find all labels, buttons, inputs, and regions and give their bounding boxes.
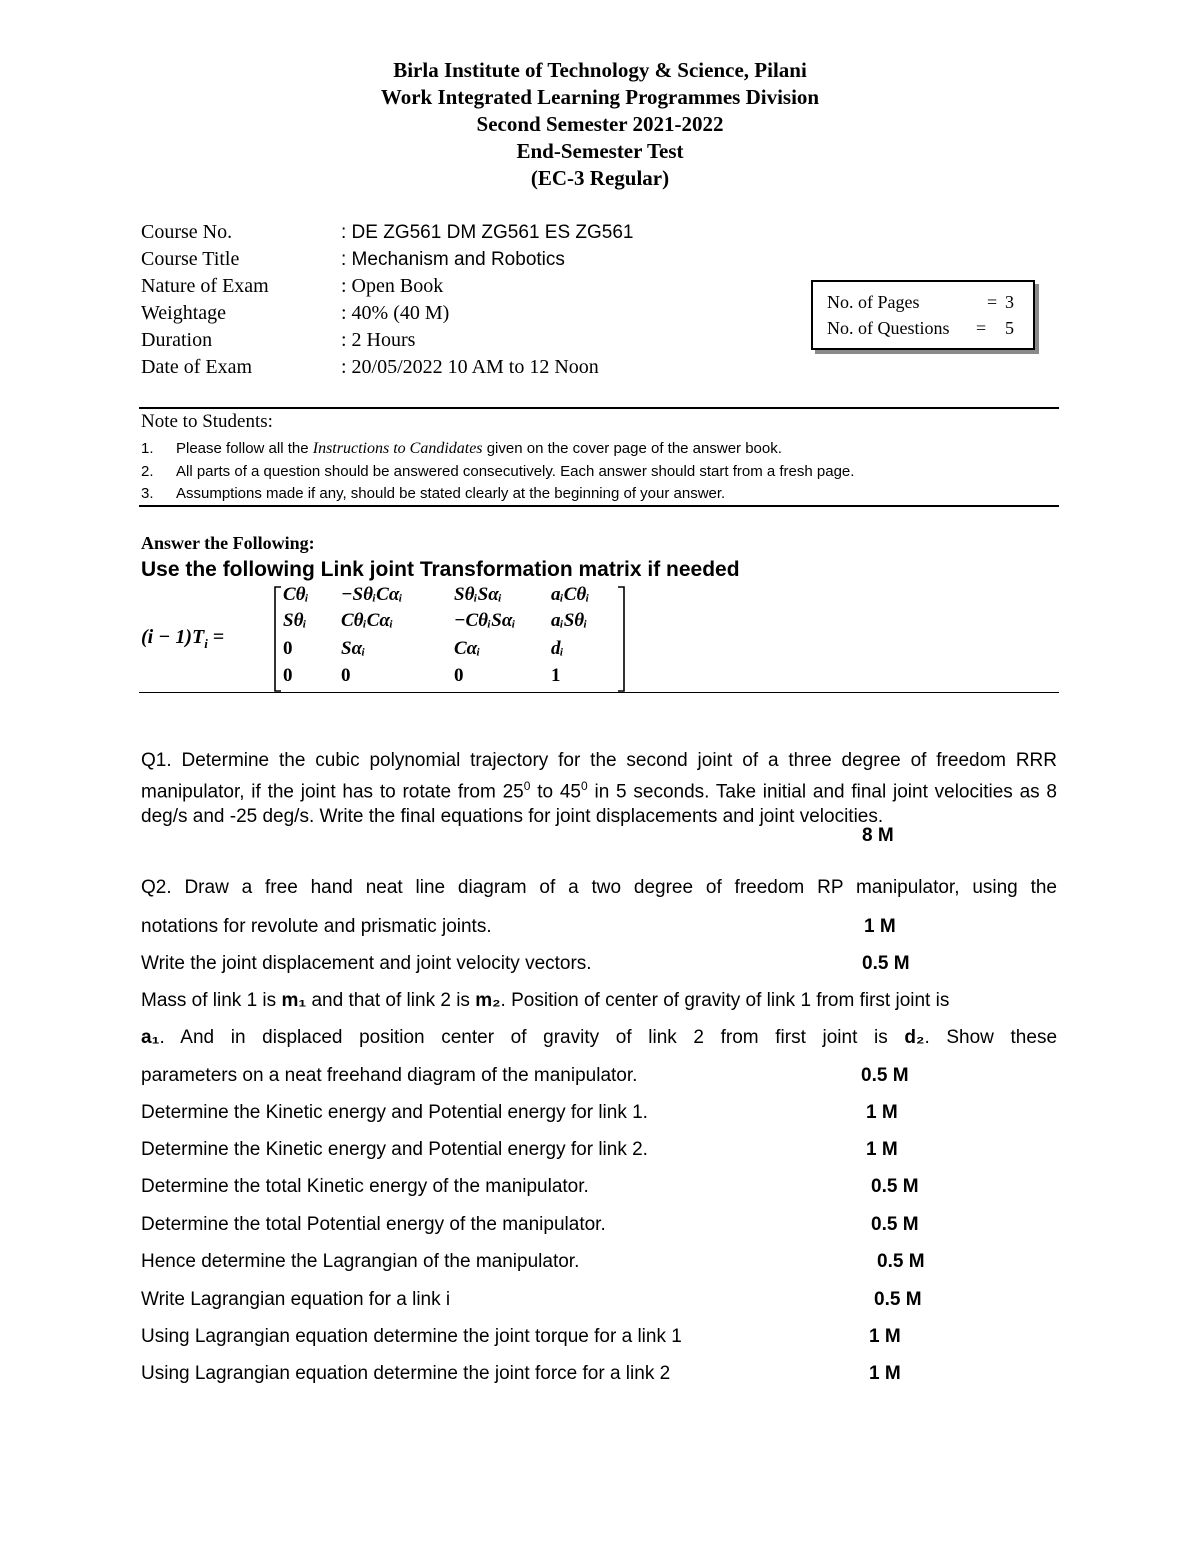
answer-heading: Answer the Following:	[141, 533, 315, 553]
matrix-cell: 0	[454, 665, 464, 686]
q2-mark-6: 0.5 M	[861, 1065, 909, 1086]
q2-line-1: Q2. Draw a free hand neat line diagram of a two degree of freedom RP manipulator, using the	[141, 877, 1057, 898]
matrix-cell: Sθᵢ	[283, 610, 307, 631]
q2-mark-7: 1 M	[866, 1102, 898, 1123]
date-label: Date of Exam	[141, 356, 253, 378]
course-title-label: Course Title	[141, 248, 240, 270]
division-name: Work Integrated Learning Programmes Division	[380, 85, 820, 109]
duration-value: : 2 Hours	[341, 329, 416, 351]
matrix-cell: 0	[283, 638, 293, 659]
matrix-heading: Use the following Link joint Transformation matrix if needed	[141, 558, 740, 581]
q2-line-2: notations for revolute and prismatic joints.	[141, 916, 492, 937]
q1-text-c: in 5 seconds. Take initial and final joint velocities as 8 deg/s and -25 deg/s. Write the final equations for joint displacements and joint velocities.	[141, 780, 1057, 828]
q2-mark-11: 0.5 M	[877, 1251, 925, 1272]
q2-line-4-c: and that of link 2 is	[306, 990, 476, 1011]
matrix-cell: 0	[341, 665, 351, 686]
course-no-value: : DE ZG561 DM ZG561 ES ZG561	[341, 222, 634, 243]
q2-line-5	[141, 1027, 1057, 1049]
q1-degree-sup: 0	[523, 778, 531, 793]
weightage-value: : 40% (40 M)	[341, 302, 450, 324]
note-text-pre: Please follow all the	[176, 440, 313, 457]
note-number: 1.	[141, 440, 154, 457]
q2-d2: d₂	[904, 1027, 925, 1048]
q2-mark-12: 0.5 M	[874, 1289, 922, 1310]
matrix-cell: Cθᵢ	[283, 584, 309, 605]
semester: Second Semester 2021-2022	[476, 112, 724, 136]
q2-line-4-a: Mass of link 1 is	[141, 990, 282, 1011]
matrix-cell: dᵢ	[551, 638, 564, 659]
matrix-bottom-rule	[139, 692, 1059, 693]
date-value: : 20/05/2022 10 AM to 12 Noon	[341, 356, 599, 378]
note-text: Assumptions made if any, should be stated clearly at the beginning of your answer.	[176, 485, 726, 502]
questions-label: No. of Questions	[827, 318, 950, 338]
matrix-left-bracket	[275, 587, 281, 691]
nature-value: : Open Book	[341, 275, 444, 297]
q2-line-3: Write the joint displacement and joint velocity vectors.	[141, 953, 592, 974]
q2-line-4	[141, 990, 1057, 1012]
pages-eq: =	[987, 292, 998, 312]
q2-line-12: Write Lagrangian equation for a link i	[141, 1289, 451, 1310]
q2-line-8: Determine the Kinetic energy and Potential energy for link 2.	[141, 1139, 648, 1160]
matrix-cell: Sαᵢ	[341, 638, 366, 659]
matrix-cell: aᵢSθᵢ	[551, 610, 588, 631]
matrix-cell: Cαᵢ	[454, 638, 481, 659]
exam-header	[0, 57, 1200, 192]
pages-label: No. of Pages	[827, 292, 920, 312]
test-name: End-Semester Test	[516, 139, 684, 163]
q1-text-a: Q1. Determine the cubic polynomial trajectory for the second joint of a three degree of freedom RRR manipulator, if the joint has to rotate from 25	[141, 750, 1057, 802]
notes-bottom-rule	[139, 505, 1059, 507]
matrix-lhs-sub: i	[204, 636, 208, 651]
duration-label: Duration	[141, 329, 213, 351]
q2-line-13: Using Lagrangian equation determine the joint torque for a link 1	[141, 1326, 682, 1347]
questions-eq: =	[976, 318, 987, 338]
transformation-matrix	[141, 584, 661, 694]
matrix-cell: aᵢCθᵢ	[551, 584, 590, 605]
matrix-cell: CθᵢCαᵢ	[341, 610, 394, 631]
q2-line-4-e: . Position of center of gravity of link 1 from first joint is	[500, 990, 950, 1011]
matrix-right-bracket	[618, 587, 624, 691]
note-text	[176, 438, 782, 461]
q2-line-6: parameters on a neat freehand diagram of the manipulator.	[141, 1065, 638, 1086]
matrix-cell: SθᵢSαᵢ	[454, 584, 502, 605]
test-type: (EC-3 Regular)	[530, 166, 670, 190]
q2-mark-13: 1 M	[869, 1326, 901, 1347]
q2-line-9: Determine the total Kinetic energy of the manipulator.	[141, 1176, 589, 1197]
q2-mark-9: 0.5 M	[871, 1176, 919, 1197]
pages-info-box	[811, 280, 1035, 350]
q2-line-11: Hence determine the Lagrangian of the manipulator.	[141, 1251, 580, 1272]
pages-count-row	[827, 289, 1033, 315]
q2-mark-10: 0.5 M	[871, 1214, 919, 1235]
q2-line-14: Using Lagrangian equation determine the joint force for a link 2	[141, 1363, 671, 1384]
pages-value: 3	[1005, 292, 1014, 312]
q1-degree-sup: 0	[581, 778, 588, 793]
q2-mark-14: 1 M	[869, 1363, 901, 1384]
matrix-cell: 1	[551, 665, 561, 686]
q1-mark: 8 M	[862, 825, 894, 846]
q2-mass-2: m₂	[475, 990, 501, 1011]
institute-name: Birla Institute of Technology & Science, Pilani	[393, 58, 807, 82]
note-text-emphasis: Instructions to Candidates	[312, 440, 483, 457]
note-text: All parts of a question should be answered consecutively. Each answer should start from a fresh page.	[176, 462, 855, 480]
note-text-post: given on the cover page of the answer book.	[482, 440, 782, 457]
matrix-cell: 0	[283, 665, 293, 686]
notes-top-rule	[139, 407, 1059, 409]
q2-mark-3: 0.5 M	[862, 953, 910, 974]
note-number: 2.	[141, 462, 154, 480]
q2-a1: a₁	[141, 1027, 160, 1048]
matrix-cell: −SθᵢCαᵢ	[341, 584, 403, 605]
notes-title: Note to Students:	[141, 411, 273, 432]
course-no-label: Course No.	[141, 221, 233, 243]
q1-text-b: to 45	[530, 780, 581, 802]
q2-line-5-d: . Show these	[924, 1027, 1058, 1048]
questions-count-row	[827, 315, 1033, 341]
matrix-lhs-eq: =	[207, 626, 225, 648]
q2-line-5-b: . And in displaced position center of gravity of link 2 from first joint is	[159, 1027, 905, 1048]
course-title-value: : Mechanism and Robotics	[341, 249, 565, 270]
q2-line-10: Determine the total Potential energy of the manipulator.	[141, 1214, 606, 1235]
q2-mass-1: m₁	[281, 990, 307, 1011]
matrix-lhs-text: (i − 1)T	[141, 626, 205, 648]
q2-mark-8: 1 M	[866, 1139, 898, 1160]
weightage-label: Weightage	[141, 302, 227, 324]
nature-label: Nature of Exam	[141, 275, 269, 297]
note-number: 3.	[141, 485, 154, 502]
question-1	[141, 748, 1057, 830]
matrix-cell: −CθᵢSαᵢ	[454, 610, 516, 631]
questions-value: 5	[1005, 318, 1014, 338]
q2-line-7: Determine the Kinetic energy and Potential energy for link 1.	[141, 1102, 648, 1123]
q2-mark-2: 1 M	[864, 916, 896, 937]
